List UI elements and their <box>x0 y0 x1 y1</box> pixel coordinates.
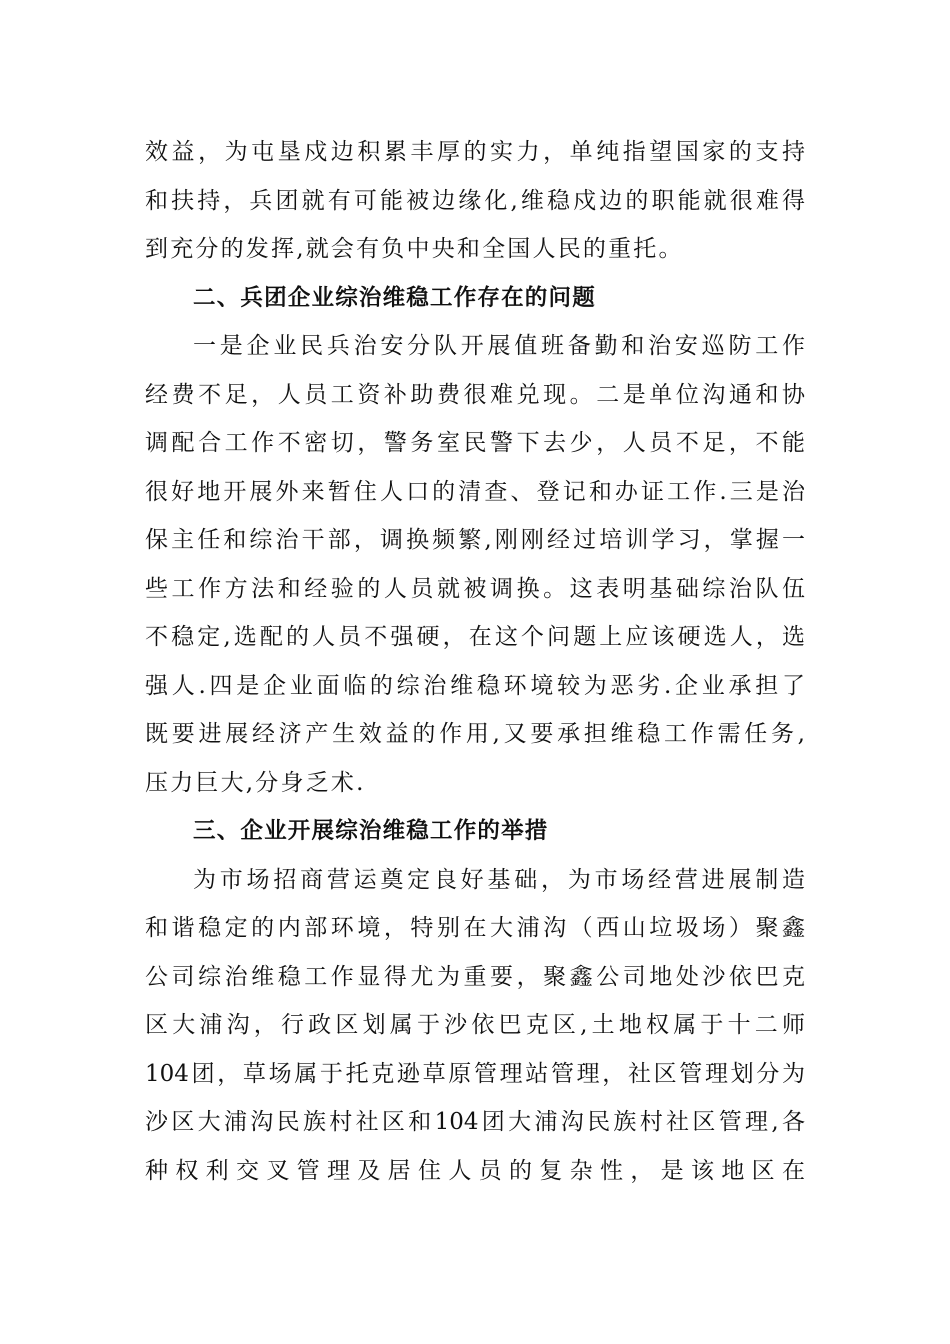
paragraph-line: 效益，为屯垦戍边积累丰厚的实力，单纯指望国家的支持 <box>145 139 805 165</box>
paragraph-line: 经费不足，人员工资补助费很难兑现。二是单位沟通和协 <box>145 381 805 408</box>
paragraph-line: 和谐稳定的内部环境，特别在大浦沟（西山垃圾场）聚鑫 <box>145 915 805 941</box>
paragraph-line: 104团，草场属于托克逊草原管理站管理，社区管理划分为 <box>145 1060 805 1087</box>
paragraph-3 <box>145 856 805 1196</box>
paragraph-line: 很好地开展外来暂住人口的清查、登记和办证工作.三是治 <box>145 478 805 505</box>
paragraph-line: 区大浦沟，行政区划属于沙依巴克区,土地权属于十二师 <box>145 1012 805 1038</box>
paragraph-line: 为市场招商营运奠定良好基础，为市场经营进展制造 <box>193 866 805 893</box>
paragraph-line: 些工作方法和经验的人员就被调换。这表明基础综治队伍 <box>145 575 805 602</box>
paragraph-line: 沙区大浦沟民族村社区和104团大浦沟民族村社区管理,各 <box>145 1109 805 1135</box>
paragraph-line: 强人.四是企业面临的综治维稳环境较为恶劣.企业承担了 <box>145 672 805 699</box>
paragraph-line: 既要进展经济产生效益的作用,又要承担维稳工作需任务, <box>145 721 805 747</box>
paragraph-line: 不稳定,选配的人员不强硬，在这个问题上应该硬选人，选 <box>145 624 805 650</box>
paragraph-line: 和扶持，兵团就有可能被边缘化,维稳戍边的职能就很难得 <box>145 187 805 214</box>
paragraph-line: 公司综治维稳工作显得尤为重要，聚鑫公司地处沙依巴克 <box>145 963 805 990</box>
paragraph-2 <box>145 322 805 807</box>
document-body <box>145 128 805 1195</box>
paragraph-line: 保主任和综治干部，调换频繁,刚刚经过培训学习，掌握一 <box>145 527 805 553</box>
paragraph-line: 种权利交叉管理及居住人员的复杂性，是该地区在 <box>145 1157 805 1184</box>
paragraph-line: 一是企业民兵治安分队开展值班备勤和治安巡防工作 <box>193 333 805 359</box>
paragraph-line: 调配合工作不密切，警务室民警下去少，人员不足，不能 <box>145 430 805 456</box>
section-heading-3: 三、企业开展综治维稳工作的举措 <box>193 818 549 844</box>
section-heading-2: 二、兵团企业综治维稳工作存在的问题 <box>193 284 596 311</box>
paragraph-line: 到充分的发挥,就会有负中央和全国人民的重托。 <box>145 236 684 262</box>
paragraph-line: 压力巨大,分身乏术. <box>145 769 366 796</box>
paragraph-1 <box>145 128 805 274</box>
